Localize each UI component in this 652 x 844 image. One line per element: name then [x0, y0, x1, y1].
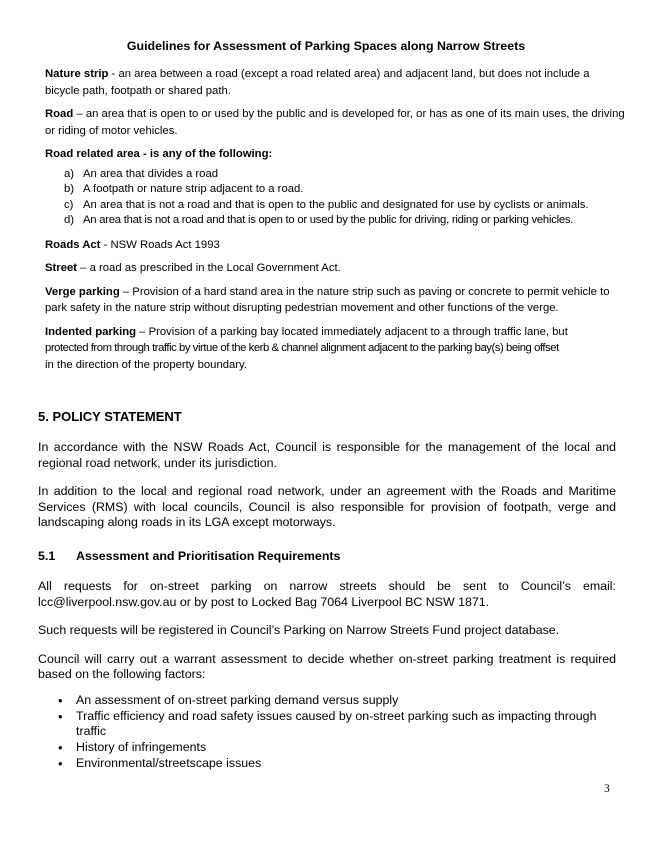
definition-text: an area between a road (except a road related area) and adjacent land, but does not include a bicycle path, footpath or shared path.	[45, 68, 590, 97]
definition-street: Street – a road as prescribed in the Local Government Act.	[45, 262, 341, 274]
list-item: b) A footpath or nature strip adjacent to a road.	[64, 183, 304, 195]
bullet-icon: •	[58, 692, 63, 708]
paragraph: Such requests will be registered in Council’s Parking on Narrow Streets Fund project database.	[38, 623, 560, 638]
definition-road: Road – an area that is open to or used by the public and is developed for, or has as one of its main uses, the driving or riding of motor vehicles.	[45, 108, 625, 137]
list-item: • Traffic efficiency and road safety issues caused by on-street parking such as impacting through traffic	[38, 709, 616, 739]
list-item: d) An area that is not a road and that is open to or used by the public for driving, riding or parking vehicles.	[64, 214, 574, 226]
definition-nature-strip: Nature strip - an area between a road (except a road related area) and adjacent land, but does not include a bicycle path, footpath or shared path.	[45, 68, 590, 97]
term: Roads Act	[45, 238, 101, 251]
definition-text: NSW Roads Act 1993	[110, 238, 220, 251]
bullet-icon: •	[58, 708, 63, 724]
list-item: • History of infringements	[38, 740, 616, 755]
definition-verge-parking: Verge parking – Provision of a hard stand area in the nature strip such as paving or concrete to permit vehicle to park safety in the nature strip without disrupting pedestrian movement and other functions of the verge.	[45, 285, 610, 314]
definitions-section	[45, 66, 625, 380]
list-item: c) An area that is not a road and that is open to the public and designated for use by cyclists or animals.	[64, 198, 589, 211]
term: Road	[45, 108, 74, 120]
page-number: 3	[604, 783, 610, 795]
bullet-icon: •	[58, 755, 63, 771]
term: Indented parking	[45, 325, 137, 338]
definition-text: Provision of a parking bay located immediately adjacent to a through traffic lane, but	[148, 325, 568, 338]
bullet-icon: •	[58, 739, 63, 755]
definition-text: a road as prescribed in the Local Government Act.	[89, 262, 341, 274]
paragraph: In addition to the local and regional road network, under an agreement with the Roads and Maritime Services (RMS) with local councils, Council is also responsible for provision of footpath, verge and landscaping along roads in its LGA except motorways.	[38, 484, 616, 530]
term: Nature strip	[45, 68, 109, 80]
list-item: a) An area that divides a road	[64, 167, 219, 180]
definition-text: Provision of a hard stand area in the nature strip such as paving or concrete to permit vehicle to park safety in the nature strip without disrupting pedestrian movement and other functions of the verge.	[45, 285, 610, 314]
subsection-number: 5.1	[38, 548, 56, 563]
definition-text: protected from through traffic by virtue of the kerb & channel alignment adjacent to the parking bay(s) being offset	[45, 342, 559, 354]
definition-text: in the direction of the property boundary.	[45, 358, 248, 371]
policy-body	[38, 408, 616, 772]
definition-text: an area that is open to or used by the public and is developed for, or has as one of its main uses, the driving or riding of motor vehicles.	[45, 108, 625, 137]
page-title: Guidelines for Assessment of Parking Spaces along Narrow Streets	[126, 39, 526, 53]
paragraph: All requests for on-street parking on narrow streets should be sent to Council’s email: lcc@liverpool.nsw.gov.au or by post to Locked Bag 7064 Liverpool BC NSW 1871.	[38, 578, 616, 609]
list-item: • Environmental/streetscape issues	[38, 756, 616, 771]
term: Verge parking	[45, 285, 120, 298]
definition-indented-parking: Indented parking – Provision of a parking bay located immediately adjacent to a through traffic lane, but protected from through traffic by virtue of the kerb & channel alignment adjacent to the parking bay(s) being offset in the direction of the property boundary.	[45, 325, 568, 371]
paragraph: Council will carry out a warrant assessment to decide whether on-street parking treatment is required based on the following factors:	[38, 651, 616, 682]
subsection-title: Assessment and Prioritisation Requirements	[76, 548, 341, 563]
term: Road related area - is any of the following:	[45, 148, 273, 160]
definition-roads-act: Roads Act - NSW Roads Act 1993	[45, 238, 220, 251]
section-heading: 5. POLICY STATEMENT	[38, 409, 182, 424]
subsection-heading	[38, 547, 616, 565]
definition-road-related-area	[45, 146, 625, 163]
factors-list	[38, 693, 616, 771]
list-item: • An assessment of on-street parking demand versus supply	[38, 693, 616, 708]
term: Street	[45, 262, 78, 274]
road-related-area-list	[45, 167, 625, 229]
paragraph: In accordance with the NSW Roads Act, Council is responsible for the management of the local and regional road network, under its jurisdiction.	[38, 440, 616, 470]
